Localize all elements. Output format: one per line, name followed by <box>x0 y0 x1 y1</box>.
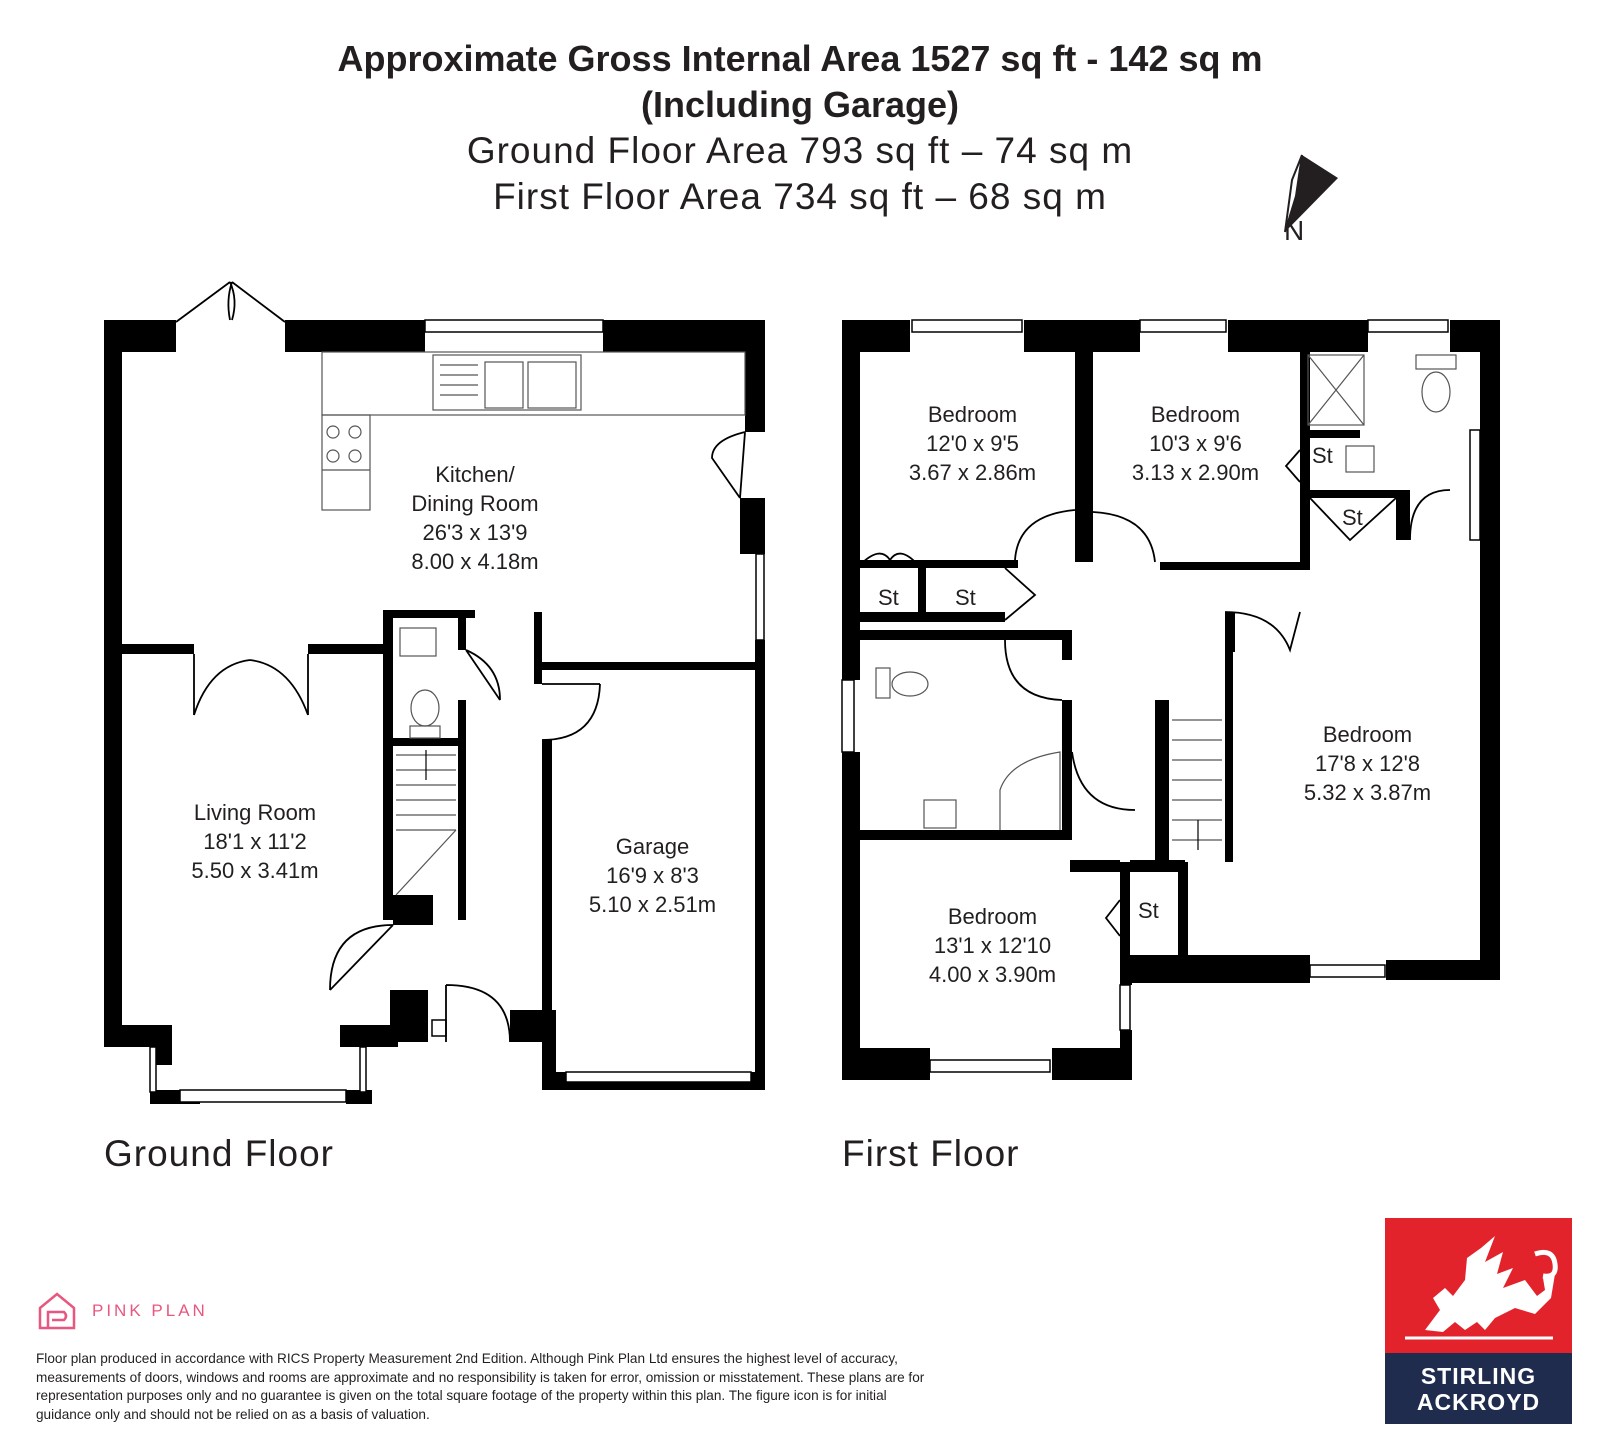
agent-name-line1: STIRLING <box>1420 1363 1537 1389</box>
living-room-name: Living Room <box>193 800 317 825</box>
bedroom2-imperial: 10'3 x 9'6 <box>1149 431 1242 456</box>
compass-label: N <box>1284 215 1305 246</box>
garage-imperial: 16'9 x 8'3 <box>606 863 699 888</box>
living-room-label <box>170 798 340 885</box>
kitchen-imperial: 26'3 x 13'9 <box>422 520 528 545</box>
bedroom4-label <box>910 902 1075 989</box>
garage-name: Garage <box>615 834 690 859</box>
pink-plan-brand <box>36 1290 208 1332</box>
store-label: St <box>1342 505 1363 530</box>
store-label: St <box>955 585 976 610</box>
bedroom1-label <box>890 400 1055 487</box>
garage-metric: 5.10 x 2.51m <box>588 892 717 917</box>
ground-floor-area: Ground Floor Area 793 sq ft – 74 sq m <box>466 130 1134 171</box>
bedroom1-imperial: 12'0 x 9'5 <box>926 431 1019 456</box>
kitchen-name-line2: Dining Room <box>411 491 539 516</box>
pink-plan-house-icon <box>36 1290 78 1332</box>
bedroom1-name: Bedroom <box>927 402 1018 427</box>
bedroom2-label <box>1113 400 1278 487</box>
north-arrow-icon <box>1284 155 1338 246</box>
kitchen-label <box>395 460 555 576</box>
first-floor-area: First Floor Area 734 sq ft – 68 sq m <box>493 176 1107 217</box>
bedroom3-imperial: 17'8 x 12'8 <box>1314 751 1421 776</box>
bedroom2-metric: 3.13 x 2.90m <box>1131 460 1260 485</box>
griffin-icon <box>1385 1218 1572 1353</box>
store-label: St <box>1138 898 1159 923</box>
garage-note: (Including Garage) <box>640 84 960 125</box>
ground-floor-plan <box>104 320 765 1104</box>
first-floor-label: First Floor <box>842 1133 1020 1174</box>
kitchen-metric: 8.00 x 4.18m <box>411 549 539 574</box>
living-room-metric: 5.50 x 3.41m <box>191 858 319 883</box>
pink-plan-label: PINK PLAN <box>92 1301 208 1320</box>
agent-name-panel <box>1385 1353 1572 1424</box>
griffin-panel <box>1385 1218 1572 1353</box>
agent-name-line2: ACKROYD <box>1416 1389 1541 1415</box>
ground-floor-label: Ground Floor <box>104 1133 334 1174</box>
bedroom3-metric: 5.32 x 3.87m <box>1303 780 1432 805</box>
bedroom2-name: Bedroom <box>1150 402 1241 427</box>
bedroom4-metric: 4.00 x 3.90m <box>928 962 1057 987</box>
stirling-ackroyd-logo <box>1385 1218 1572 1424</box>
gross-area-title: Approximate Gross Internal Area 1527 sq ft - 142 sq m <box>337 38 1263 79</box>
disclaimer-text: Floor plan produced in accordance with RICS Property Measurement 2nd Edition. Although Pink Plan Ltd ensures the highest level of accuracy, measurements of doors, windows and rooms are approximate and no responsibility is taken for error, omission or misstatement. These plans are for representation purposes only and no guarantee is given on the total square footage of the property within this plan. The figure icon is for initial guidance only and should not be relied on as a basis of valuation. <box>36 1351 925 1422</box>
kitchen-name-line1: Kitchen/ <box>435 462 515 487</box>
bedroom4-name: Bedroom <box>947 904 1038 929</box>
bedroom3-name: Bedroom <box>1322 722 1413 747</box>
bedroom1-metric: 3.67 x 2.86m <box>908 460 1037 485</box>
living-room-imperial: 18'1 x 11'2 <box>203 829 307 854</box>
bedroom3-label <box>1285 720 1450 807</box>
garage-label <box>570 832 735 919</box>
store-label: St <box>1312 443 1333 468</box>
bedroom4-imperial: 13'1 x 12'10 <box>933 933 1052 958</box>
store-label: St <box>878 585 899 610</box>
